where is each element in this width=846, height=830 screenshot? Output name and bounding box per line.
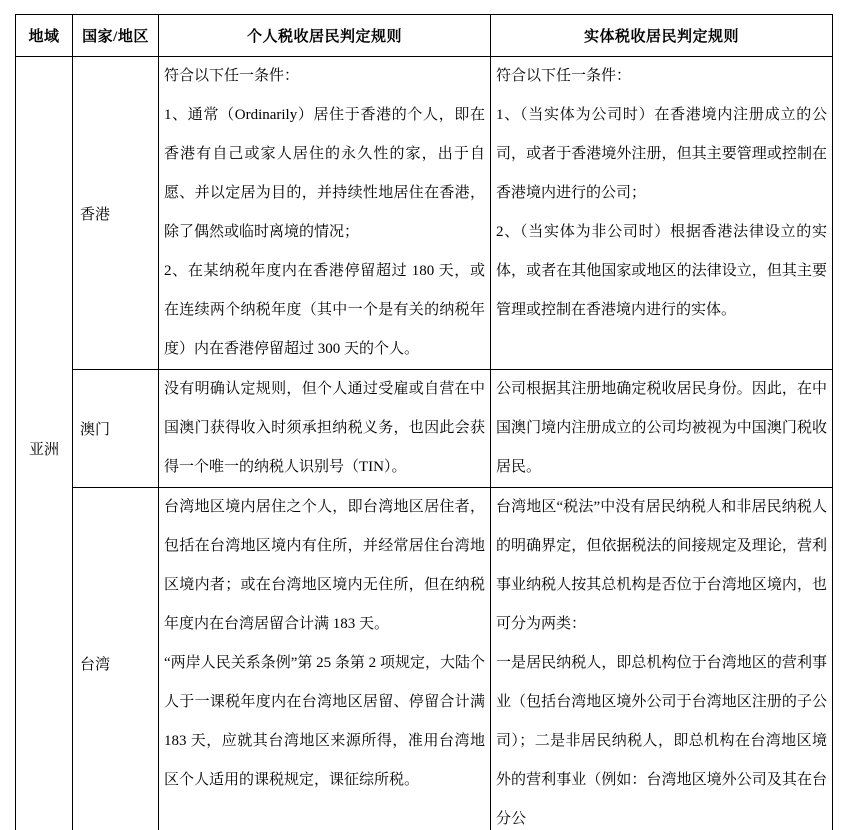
cell-entity-rules-hongkong xyxy=(491,57,833,370)
paragraph: 符合以下任一条件： xyxy=(164,68,300,84)
cell-individual-rules-macau xyxy=(159,370,491,488)
paragraph: 2、在某纳税年度内在香港停留超过 180 天，或在连续两个纳税年度（其中一个是有关的纳税年度）内在香港停留超过 300 天的个人。 xyxy=(164,263,485,357)
cell-individual-rules-taiwan xyxy=(159,488,491,830)
header-cell-region: 地域 xyxy=(16,15,73,57)
paragraph: 台湾地区境内居住之个人，即台湾地区居住者，包括在台湾地区境内有住所，并经常居住台湾地区境内者；或在台湾地区境内无住所，但在纳税年度内在台湾居留合计满 183 天。 xyxy=(164,499,485,632)
table-row-macau xyxy=(16,370,833,488)
paragraph: 2、（当实体为非公司时）根据香港法律设立的实体，或者在其他国家或地区的法律设立，但其主要管理或控制在香港境内进行的实体。 xyxy=(496,224,827,318)
cell-individual-rules-hongkong xyxy=(159,57,491,370)
cell-entity-rules-taiwan xyxy=(491,488,833,830)
paragraph: 1、（当实体为公司时）在香港境内注册成立的公司，或者于香港境外注册，但其主要管理或控制在香港境内进行的公司； xyxy=(496,107,827,201)
table-row-hongkong xyxy=(16,57,833,370)
header-row xyxy=(16,15,833,57)
paragraph: “两岸人民关系条例”第 25 条第 2 项规定，大陆个人于一课税年度内在台湾地区居留、停留合计满 183 天，应就其台湾地区来源所得，准用台湾地区个人适用的课税规定，课征综所税。 xyxy=(164,655,485,788)
header-cell-jurisdiction: 国家/地区 xyxy=(73,15,159,57)
paragraph: 公司根据其注册地确定税收居民身份。因此，在中国澳门境内注册成立的公司均被视为中国澳门税收居民。 xyxy=(496,381,827,475)
header-cell-individual-rules: 个人税收居民判定规则 xyxy=(159,15,491,57)
cell-jurisdiction-taiwan: 台湾 xyxy=(73,488,159,830)
cell-region-asia: 亚洲 xyxy=(16,57,73,830)
paragraph: 1、通常（Ordinarily）居住于香港的个人，即在香港有自己或家人居住的永久性的家，出于自愿、并以定居为目的，并持续性地居住在香港，除了偶然或临时离境的情况； xyxy=(164,107,485,240)
paragraph: 符合以下任一条件： xyxy=(496,68,632,84)
cell-jurisdiction-hongkong: 香港 xyxy=(73,57,159,370)
cell-jurisdiction-macau: 澳门 xyxy=(73,370,159,488)
header-cell-entity-rules: 实体税收居民判定规则 xyxy=(491,15,833,57)
paragraph: 台湾地区“税法”中没有居民纳税人和非居民纳税人的明确界定，但依据税法的间接规定及理论，营利事业纳税人按其总机构是否位于台湾地区境内，也可分为两类： xyxy=(496,499,827,632)
paragraph: 没有明确认定规则，但个人通过受雇或自营在中国澳门获得收入时须承担纳税义务，也因此会获得一个唯一的纳税人识别号（TIN）。 xyxy=(164,381,485,475)
cell-entity-rules-macau xyxy=(491,370,833,488)
paragraph: 一是居民纳税人，即总机构位于台湾地区的营利事业（包括台湾地区境外公司于台湾地区注册的子公司）；二是非居民纳税人，即总机构在台湾地区境外的营利事业（例如：台湾地区境外公司及其在台分公 xyxy=(496,655,827,827)
tax-residency-table xyxy=(15,14,833,830)
table-row-taiwan xyxy=(16,488,833,830)
